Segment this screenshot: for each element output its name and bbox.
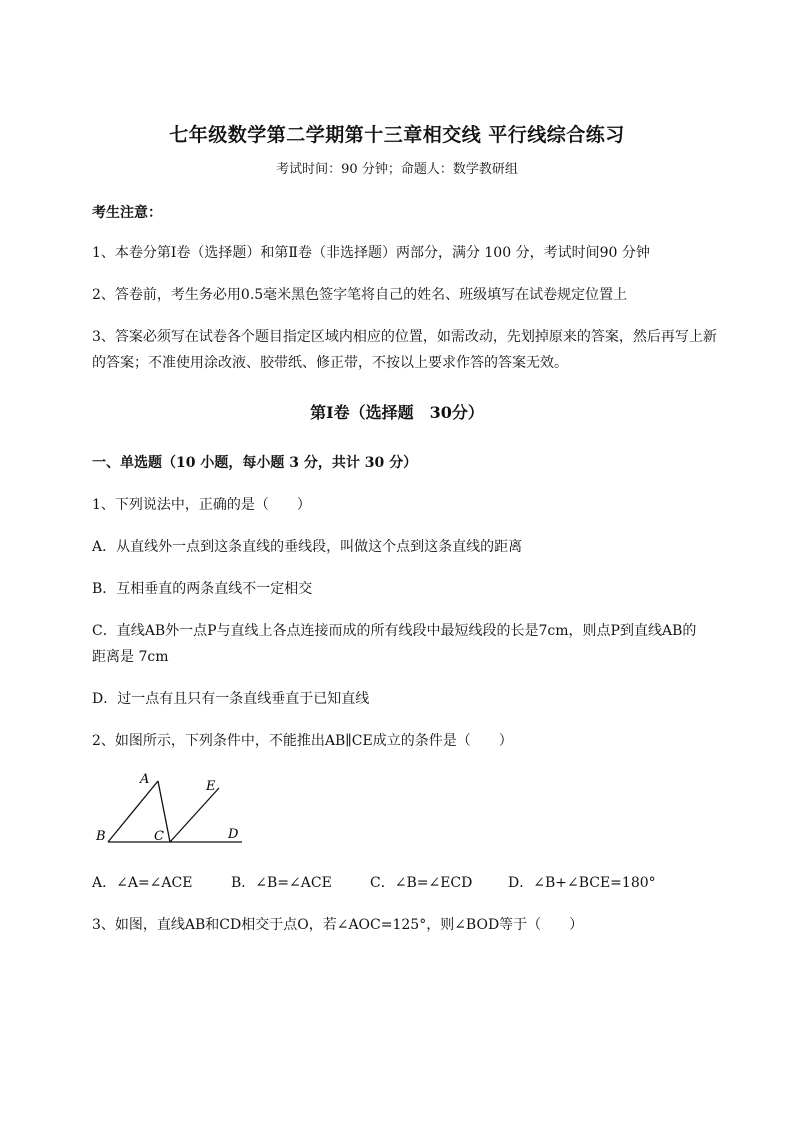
question-2-stem: 2、如图所示，下列条件中，不能推出AB∥CE成立的条件是（ ） bbox=[92, 733, 513, 749]
question-2-option-d: D．∠B+∠BCE=180° bbox=[508, 875, 656, 891]
line-ce bbox=[170, 788, 219, 842]
question-2-option-b: B．∠B=∠ACE bbox=[231, 875, 332, 891]
question-1-option-d: D．过一点有且只有一条直线垂直于已知直线 bbox=[92, 691, 370, 707]
notice-item-2: 2、答卷前，考生务必用0.5毫米黑色签字笔将自己的姓名、班级填写在试卷规定位置上 bbox=[92, 287, 628, 303]
line-ba bbox=[108, 781, 158, 842]
label-e: E bbox=[206, 779, 216, 794]
page-title: 七年级数学第二学期第十三章相交线 平行线综合练习 bbox=[169, 124, 625, 146]
question-1-option-c: C．直线AB外一点P与直线上各点连接而成的所有线段中最短线段的长是7cm，则点P到直线AB的 bbox=[92, 623, 697, 639]
notice-item-1: 1、本卷分第Ⅰ卷（选择题）和第Ⅱ卷（非选择题）两部分，满分 100 分，考试时间90 分钟 bbox=[92, 245, 650, 261]
label-c: C bbox=[154, 829, 164, 844]
label-a: A bbox=[140, 772, 150, 787]
label-b: B bbox=[96, 829, 106, 844]
question-1-option-c-cont: 距离是 7cm bbox=[92, 649, 169, 665]
notice-heading: 考生注意： bbox=[92, 205, 162, 221]
section-title: 第Ⅰ卷（选择题 30分） bbox=[310, 403, 484, 422]
notice-item-3-cont: 的答案；不准使用涂改液、胶带纸、修正带，不按以上要求作答的答案无效。 bbox=[92, 355, 568, 371]
label-d: D bbox=[228, 827, 239, 842]
part-heading: 一、单选题（10 小题，每小题 3 分，共计 30 分） bbox=[92, 455, 418, 471]
exam-info: 考试时间：90 分钟；命题人：数学教研组 bbox=[276, 162, 518, 177]
question-2-option-a: A．∠A=∠ACE bbox=[92, 875, 193, 891]
question-1-stem: 1、下列说法中，正确的是（ ） bbox=[92, 497, 311, 513]
question-2-option-c: C．∠B=∠ECD bbox=[370, 875, 473, 891]
question-3-stem: 3、如图，直线AB和CD相交于点O，若∠AOC=125°，则∠BOD等于（ ） bbox=[92, 917, 584, 933]
notice-item-3: 3、答案必须写在试卷各个题目指定区域内相应的位置，如需改动，先划掉原来的答案，然后再写上新 bbox=[92, 329, 717, 345]
question-1-option-b: B．互相垂直的两条直线不一定相交 bbox=[92, 581, 313, 597]
question-2-figure bbox=[92, 768, 252, 848]
question-1-option-a: A．从直线外一点到这条直线的垂线段，叫做这个点到这条直线的距离 bbox=[92, 539, 523, 555]
